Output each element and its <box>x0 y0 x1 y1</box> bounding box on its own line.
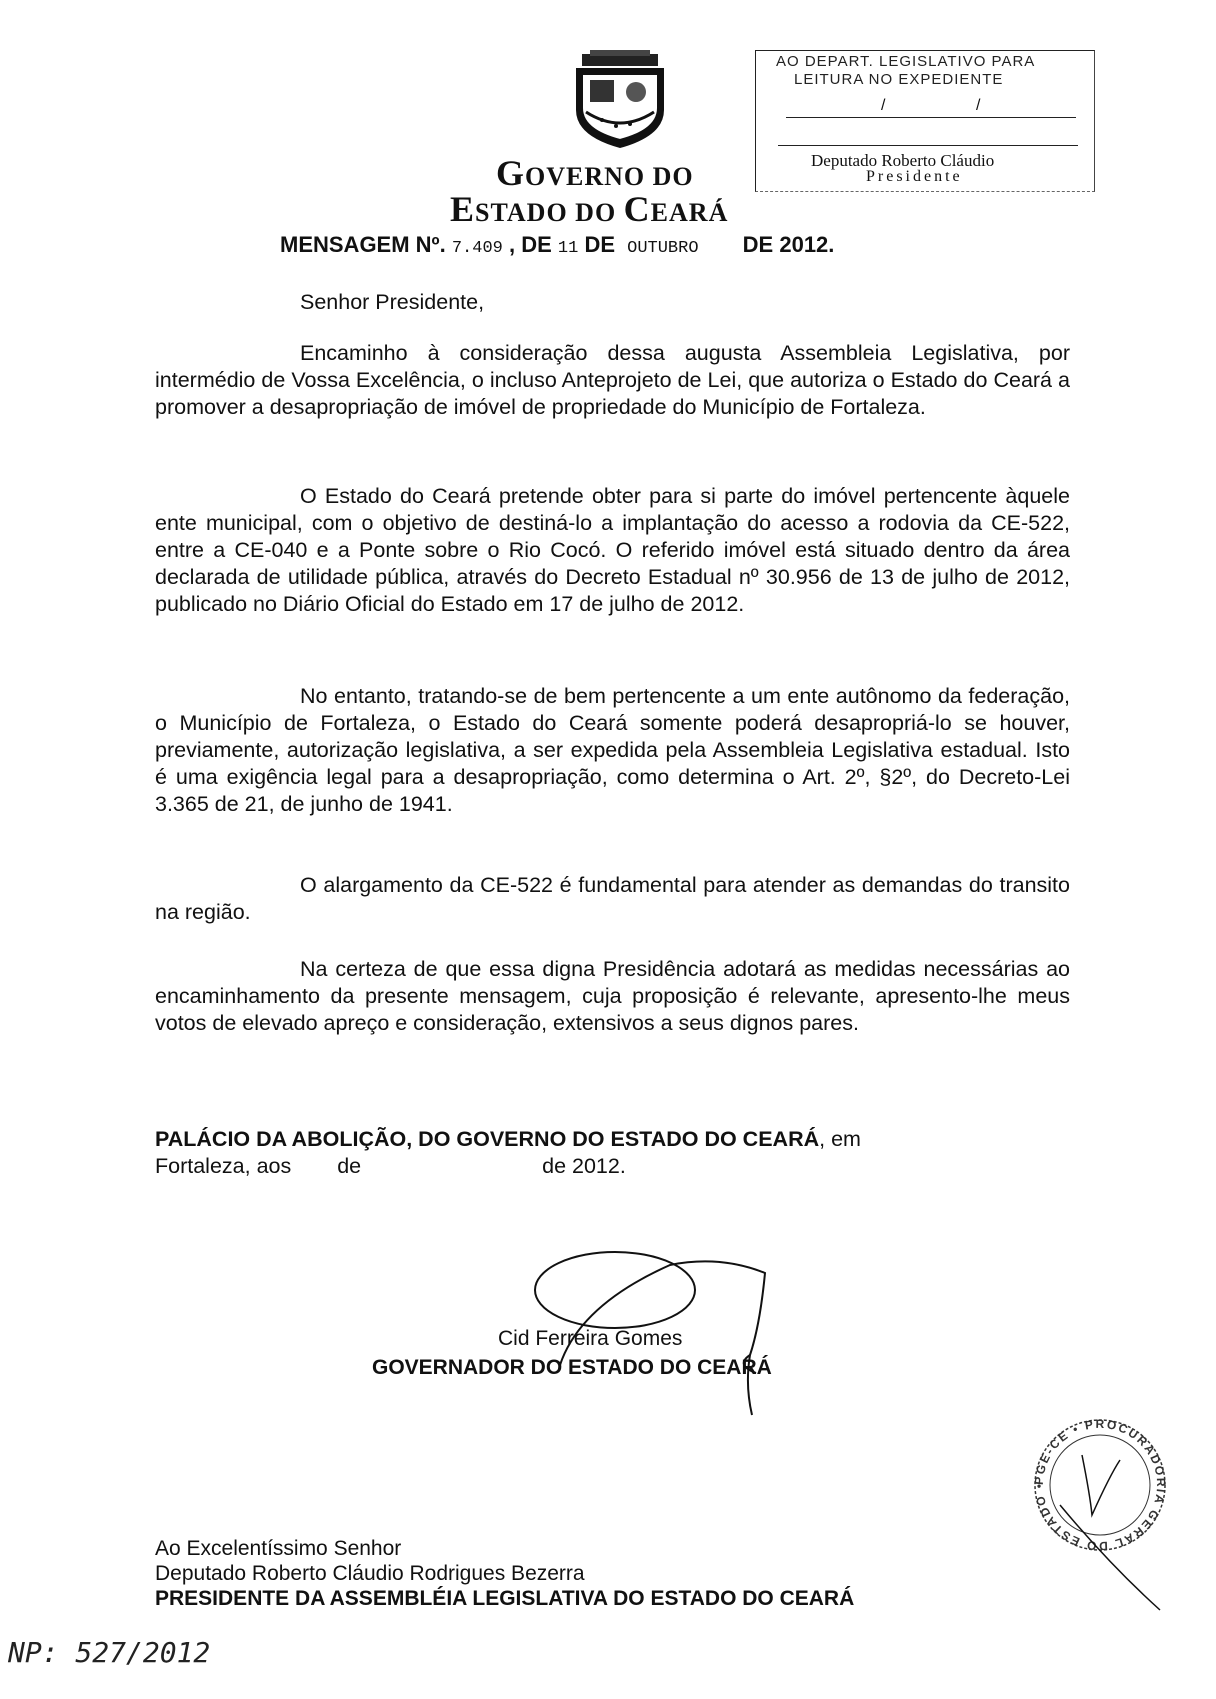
stamp-date-line <box>786 99 1076 118</box>
message-number: 7.409 <box>451 239 503 258</box>
addressee-name: Deputado Roberto Cláudio Rodrigues Bezerra <box>155 1562 585 1585</box>
message-month: OUTUBRO <box>627 239 699 258</box>
stamp-line-1: AO DEPART. LEGISLATIVO PARA <box>776 53 1036 70</box>
gov-initial: C <box>623 189 651 229</box>
paragraph-1 <box>155 340 1070 421</box>
addressee-title: PRESIDENTE DA ASSEMBLÉIA LEGISLATIVA DO ESTADO DO CEARÁ <box>155 1587 855 1610</box>
closing-line-2 <box>155 1153 715 1180</box>
stamp-signature-line <box>778 145 1078 146</box>
paragraph-text: Na certeza de que essa digna Presidência adotará as medidas necessárias ao encaminhamento da presente mensagem, cuja proposição é relevante, apresento-lhe meus votos de elevado apreço e consideração, extensivos a seus dignos pares. <box>155 957 1070 1035</box>
government-title-line-2 <box>450 188 728 230</box>
paragraph-3 <box>155 683 1070 818</box>
round-stamp-text: PGE-CE • PROCURADORIA GERAL DO ESTADO • <box>1031 1416 1169 1554</box>
stamp-signer-name: Deputado Roberto Cláudio <box>811 151 995 170</box>
handwritten-protocol-number: NP: 527/2012 <box>8 1636 211 1669</box>
message-de: , DE <box>508 232 552 257</box>
signer-title: GOVERNADOR DO ESTADO DO CEARÁ <box>372 1356 772 1379</box>
message-day: 11 <box>557 239 579 258</box>
closing-place: Fortaleza, aos <box>155 1154 292 1178</box>
paragraph-text: O alargamento da CE-522 é fundamental para atender as demandas do transito na região. <box>155 873 1070 924</box>
svg-text:PGE-CE • PROCURADORIA GERAL DO <box>1032 1417 1168 1553</box>
paragraph-text: Encaminho à consideração dessa augusta Assembleia Legislativa, por intermédio de Vossa Excelência, o incluso Anteprojeto de Lei, que autoriza o Estado do Ceará a promover a desapropriação de imóvel de propriedade do Município de Fortaleza. <box>155 341 1070 419</box>
closing-de: de <box>337 1154 362 1178</box>
paragraph-text: O Estado do Ceará pretende obter para si parte do imóvel pertencente àquele ente municipal, com o objetivo de destiná-lo a implantação do acesso a rodovia da CE-522, entre a CE-040 e a Ponte sobre o Rio Cocó. O referido imóvel está situado dentro da área declarada de utilidade pública, através do Decreto Estadual nº 30.956 de 13 de julho de 2012, publicado no Diário Oficial do Estado em 17 de julho de 2012. <box>155 484 1070 616</box>
paragraph-text: No entanto, tratando-se de bem pertencente a um ente autônomo da federação, o Município de Fortaleza, o Estado do Ceará somente poderá desapropriá-lo se houver, previamente, autorização legislativa, a ser expedida pela Assembleia Legislativa estadual. Isto é uma exigência legal para a desapropriação, como determina o Art. 2º, §2º, do Decreto-Lei 3.365 de 21, de junho de 1941. <box>155 684 1070 816</box>
message-heading <box>280 232 834 258</box>
closing-em: , em <box>819 1127 861 1151</box>
gov-rest: OVERNO DO <box>525 162 694 191</box>
date-separator: / <box>976 97 981 114</box>
greeting: Senhor Presidente, <box>300 290 485 314</box>
gov-initial: E <box>450 189 476 229</box>
ceara-coat-of-arms-icon <box>560 50 680 150</box>
closing-line-1 <box>155 1126 1070 1153</box>
signer-name: Cid Ferreira Gomes <box>498 1327 683 1350</box>
date-separator: / <box>881 97 886 114</box>
stamp-signer-role: Presidente <box>866 168 963 185</box>
message-de: DE <box>584 232 615 257</box>
gov-initial: G <box>496 153 526 193</box>
pge-round-stamp <box>1020 1415 1185 1615</box>
gov-rest: STADO DO <box>475 198 624 227</box>
message-year: DE 2012. <box>742 232 835 257</box>
gov-rest: EARÁ <box>650 198 729 227</box>
closing-year: de 2012. <box>542 1154 626 1178</box>
message-label: MENSAGEM Nº. <box>280 232 446 257</box>
addressee-salutation: Ao Excelentíssimo Senhor <box>155 1537 402 1560</box>
paragraph-5 <box>155 956 1070 1037</box>
closing-palace: PALÁCIO DA ABOLIÇÃO, DO GOVERNO DO ESTADO DO CEARÁ <box>155 1127 820 1151</box>
paragraph-2 <box>155 483 1070 618</box>
legislative-receipt-stamp <box>755 50 1095 192</box>
stamp-line-2: LEITURA NO EXPEDIENTE <box>794 71 1004 88</box>
paragraph-4 <box>155 872 1070 926</box>
